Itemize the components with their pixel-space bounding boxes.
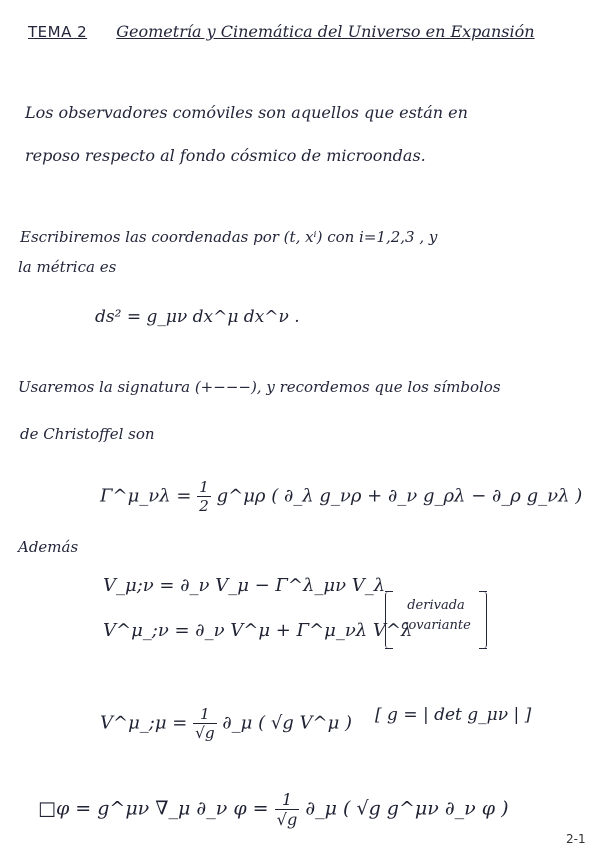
dalembertian-equation <box>38 790 509 829</box>
divergence-fraction-num: 1 <box>193 705 217 724</box>
box-fraction-den: √g <box>276 810 298 829</box>
paragraph-comoving-2: reposo respecto al fondo cósmico de microondas. <box>25 146 426 165</box>
box-lhs: □φ = g^μν ∇_μ ∂_ν φ = <box>38 797 275 820</box>
metric-equation: ds² = g_μν dx^μ dx^ν . <box>95 307 300 327</box>
divergence-fraction <box>193 705 217 742</box>
box-fraction-num: 1 <box>275 790 300 810</box>
divergence-equation <box>100 705 352 742</box>
paragraph-signature: Usaremos la signatura (+−−−), y recordemos que los símbolos <box>18 378 501 396</box>
covariant-derivative-upper: V^μ_;ν = ∂_ν V^μ + Γ^μ_νλ V^λ <box>103 620 413 641</box>
divergence-lhs: V^μ_;μ = <box>100 712 194 734</box>
note-line-2: covariante <box>401 618 471 633</box>
christoffel-lhs: Γ^μ_νλ = <box>100 485 198 507</box>
tema-label: TEMA 2 <box>28 23 88 41</box>
christoffel-fraction-num: 1 <box>199 478 209 496</box>
paragraph-coordinates: Escribiremos las coordenadas por (t, xⁱ) con i=1,2,3 , y <box>20 228 438 246</box>
page-title: Geometría y Cinemática del Universo en Expansión <box>116 22 535 41</box>
paragraph-comoving-1: Los observadores comóviles son aquellos que están en <box>25 103 468 122</box>
divergence-fraction-den: √g <box>195 724 215 742</box>
determinant-note: [ g = | det g_μν | ] <box>375 705 532 725</box>
paragraph-ademas: Además <box>18 538 79 556</box>
covariant-derivative-note <box>385 592 487 648</box>
page-number: 2-1 <box>566 832 586 846</box>
christoffel-fraction <box>197 478 211 515</box>
box-rhs: ∂_μ ( √g g^μν ∂_ν φ ) <box>305 797 509 820</box>
box-fraction <box>275 790 300 829</box>
christoffel-rhs: g^μρ ( ∂_λ g_νρ + ∂_ν g_ρλ − ∂_ρ g_νλ ) <box>216 485 583 507</box>
divergence-rhs: ∂_μ ( √g V^μ ) <box>222 712 353 734</box>
note-line-1: derivada <box>407 598 465 613</box>
header <box>28 22 535 41</box>
christoffel-fraction-den: 2 <box>199 497 209 515</box>
paragraph-christoffel: de Christoffel son <box>20 425 155 443</box>
covariant-derivative-lower: V_μ;ν = ∂_ν V_μ − Γ^λ_μν V_λ <box>103 575 386 596</box>
christoffel-equation <box>100 478 582 515</box>
paragraph-metric-intro: la métrica es <box>18 258 117 276</box>
